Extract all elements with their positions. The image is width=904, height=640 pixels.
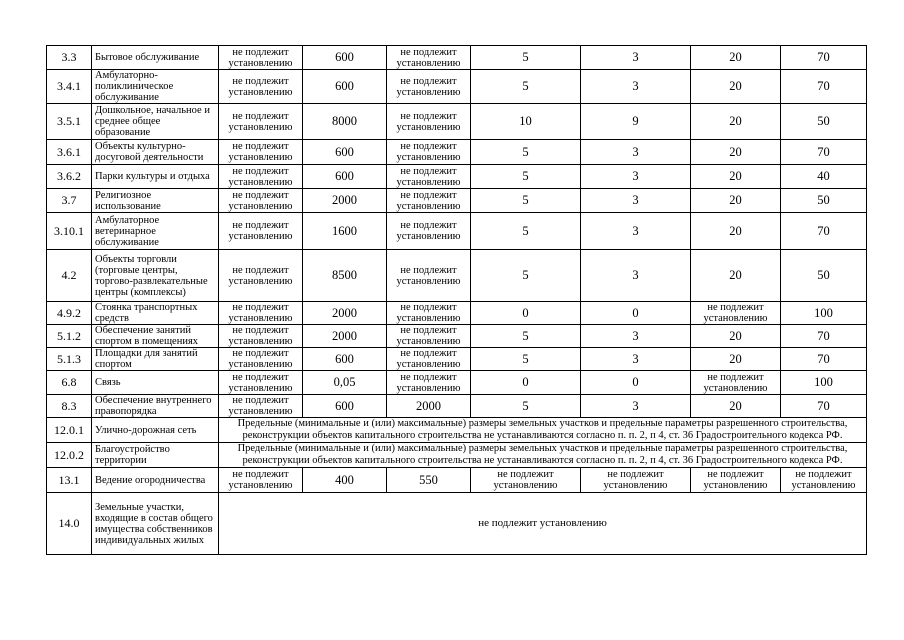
row-value-c4: 5 bbox=[471, 213, 581, 250]
row-value-c4: 10 bbox=[471, 104, 581, 140]
row-value-c1: не подлежит установлению bbox=[219, 468, 303, 493]
row-value-c3: не подлежит установлению bbox=[387, 189, 471, 213]
row-value-c7: 100 bbox=[781, 302, 867, 325]
row-name: Дошкольное, начальное и среднее общее образование bbox=[92, 104, 219, 140]
row-value-c7: 70 bbox=[781, 348, 867, 371]
row-value-c4: 5 bbox=[471, 395, 581, 418]
row-value-c4: не подлежит установлению bbox=[471, 468, 581, 493]
row-value-c7: 50 bbox=[781, 250, 867, 302]
row-value-c5: 0 bbox=[581, 302, 691, 325]
row-value-c6: 20 bbox=[691, 213, 781, 250]
row-value-c6: 20 bbox=[691, 140, 781, 165]
row-code: 3.3 bbox=[47, 46, 92, 70]
row-value-c3: не подлежит установлению bbox=[387, 371, 471, 395]
row-value-c4: 5 bbox=[471, 325, 581, 348]
row-value-c7: 70 bbox=[781, 70, 867, 104]
row-value-c5: 9 bbox=[581, 104, 691, 140]
row-code: 3.5.1 bbox=[47, 104, 92, 140]
row-value-c6: 20 bbox=[691, 46, 781, 70]
row-value-c1: не подлежит установлению bbox=[219, 46, 303, 70]
row-value-c7: 100 bbox=[781, 371, 867, 395]
row-name: Связь bbox=[92, 371, 219, 395]
row-value-c5: 3 bbox=[581, 395, 691, 418]
row-value-c6: 20 bbox=[691, 189, 781, 213]
row-value-c1: не подлежит установлению bbox=[219, 165, 303, 189]
row-value-c4: 5 bbox=[471, 140, 581, 165]
row-value-c3: 550 bbox=[387, 468, 471, 493]
table-row bbox=[47, 371, 867, 395]
row-value-c5: 3 bbox=[581, 70, 691, 104]
row-value-c2: 600 bbox=[303, 140, 387, 165]
table-row bbox=[47, 302, 867, 325]
row-code: 3.6.1 bbox=[47, 140, 92, 165]
row-value-c7: 50 bbox=[781, 104, 867, 140]
row-value-c7: 70 bbox=[781, 213, 867, 250]
table-row bbox=[47, 70, 867, 104]
row-value-c4: 0 bbox=[471, 302, 581, 325]
row-value-c6: 20 bbox=[691, 325, 781, 348]
row-value-c3: не подлежит установлению bbox=[387, 140, 471, 165]
table-row bbox=[47, 443, 867, 468]
row-code: 5.1.3 bbox=[47, 348, 92, 371]
row-value-c6: не подлежит установлению bbox=[691, 371, 781, 395]
row-value-c3: не подлежит установлению bbox=[387, 250, 471, 302]
row-value-c2: 2000 bbox=[303, 189, 387, 213]
row-value-c1: не подлежит установлению bbox=[219, 70, 303, 104]
row-value-c1: не подлежит установлению bbox=[219, 189, 303, 213]
row-value-c1: не подлежит установлению bbox=[219, 104, 303, 140]
row-value-c5: 3 bbox=[581, 140, 691, 165]
row-value-c2: 600 bbox=[303, 348, 387, 371]
row-name: Обеспечение занятий спортом в помещениях bbox=[92, 325, 219, 348]
row-code: 4.2 bbox=[47, 250, 92, 302]
row-merged-text: Предельные (минимальные и (или) максимальные) размеры земельных участков и предельные параметры разрешенного строительства, реконструкции объектов капитального строительства не устанавливаются согласно п. п. 2, п 4, ст. 36 Градостроительного кодекса РФ. bbox=[219, 443, 867, 468]
row-name: Парки культуры и отдыха bbox=[92, 165, 219, 189]
row-value-c6: 20 bbox=[691, 348, 781, 371]
row-name: Бытовое обслуживание bbox=[92, 46, 219, 70]
row-code: 3.4.1 bbox=[47, 70, 92, 104]
row-name: Стоянка транспортных средств bbox=[92, 302, 219, 325]
row-code: 4.9.2 bbox=[47, 302, 92, 325]
row-value-c5: 3 bbox=[581, 46, 691, 70]
row-code: 6.8 bbox=[47, 371, 92, 395]
row-value-c2: 8500 bbox=[303, 250, 387, 302]
row-value-c7: 70 bbox=[781, 395, 867, 418]
table-row bbox=[47, 493, 867, 555]
row-value-c6: 20 bbox=[691, 250, 781, 302]
row-value-c1: не подлежит установлению bbox=[219, 250, 303, 302]
row-code: 3.10.1 bbox=[47, 213, 92, 250]
table-row bbox=[47, 325, 867, 348]
row-value-c3: не подлежит установлению bbox=[387, 104, 471, 140]
row-value-c2: 1600 bbox=[303, 213, 387, 250]
row-value-c6: 20 bbox=[691, 165, 781, 189]
row-value-c2: 600 bbox=[303, 46, 387, 70]
row-value-c4: 5 bbox=[471, 189, 581, 213]
row-name: Площадки для занятий спортом bbox=[92, 348, 219, 371]
row-value-c7: 40 bbox=[781, 165, 867, 189]
row-value-c6: 20 bbox=[691, 70, 781, 104]
row-value-c7: не подлежит установлению bbox=[781, 468, 867, 493]
row-code: 14.0 bbox=[47, 493, 92, 555]
row-value-c7: 70 bbox=[781, 46, 867, 70]
row-value-c1: не подлежит установлению bbox=[219, 395, 303, 418]
table-row bbox=[47, 418, 867, 443]
row-value-c4: 5 bbox=[471, 46, 581, 70]
row-value-c5: не подлежит установлению bbox=[581, 468, 691, 493]
table-row bbox=[47, 213, 867, 250]
row-value-c5: 3 bbox=[581, 189, 691, 213]
row-code: 3.6.2 bbox=[47, 165, 92, 189]
row-value-c4: 5 bbox=[471, 70, 581, 104]
row-value-c2: 8000 bbox=[303, 104, 387, 140]
row-value-c6: 20 bbox=[691, 104, 781, 140]
row-value-c6: не подлежит установлению bbox=[691, 468, 781, 493]
row-code: 5.1.2 bbox=[47, 325, 92, 348]
row-value-c3: не подлежит установлению bbox=[387, 165, 471, 189]
row-value-c6: не подлежит установлению bbox=[691, 302, 781, 325]
row-value-c3: 2000 bbox=[387, 395, 471, 418]
table-row bbox=[47, 348, 867, 371]
row-value-c1: не подлежит установлению bbox=[219, 302, 303, 325]
row-value-c3: не подлежит установлению bbox=[387, 348, 471, 371]
row-code: 13.1 bbox=[47, 468, 92, 493]
row-value-c5: 0 bbox=[581, 371, 691, 395]
row-code: 12.0.2 bbox=[47, 443, 92, 468]
row-name: Земельные участки, входящие в состав общего имущества собственников индивидуальных жилых bbox=[92, 493, 219, 555]
row-value-c6: 20 bbox=[691, 395, 781, 418]
row-name: Амбулаторно-поликлиническое обслуживание bbox=[92, 70, 219, 104]
row-value-c3: не подлежит установлению bbox=[387, 46, 471, 70]
row-merged-text: Предельные (минимальные и (или) максимальные) размеры земельных участков и предельные параметры разрешенного строительства, реконструкции объектов капитального строительства не устанавливаются согласно п. п. 2, п 4, ст. 36 Градостроительного кодекса РФ. bbox=[219, 418, 867, 443]
row-value-c2: 600 bbox=[303, 70, 387, 104]
row-name: Благоустройство территории bbox=[92, 443, 219, 468]
row-value-c2: 400 bbox=[303, 468, 387, 493]
row-value-c1: не подлежит установлению bbox=[219, 213, 303, 250]
table-row bbox=[47, 395, 867, 418]
row-name: Объекты торговли (торговые центры, торгово-развлекательные центры (комплексы) bbox=[92, 250, 219, 302]
row-value-c5: 3 bbox=[581, 348, 691, 371]
row-name: Улично-дорожная сеть bbox=[92, 418, 219, 443]
row-value-c1: не подлежит установлению bbox=[219, 140, 303, 165]
row-value-c2: 0,05 bbox=[303, 371, 387, 395]
row-value-c4: 5 bbox=[471, 165, 581, 189]
row-name: Объекты культурно-досуговой деятельности bbox=[92, 140, 219, 165]
row-value-c5: 3 bbox=[581, 165, 691, 189]
row-name: Религиозное использование bbox=[92, 189, 219, 213]
row-value-c5: 3 bbox=[581, 325, 691, 348]
table-row bbox=[47, 189, 867, 213]
row-code: 8.3 bbox=[47, 395, 92, 418]
row-value-c4: 0 bbox=[471, 371, 581, 395]
row-value-c5: 3 bbox=[581, 213, 691, 250]
row-value-c3: не подлежит установлению bbox=[387, 70, 471, 104]
table-row bbox=[47, 165, 867, 189]
row-value-c7: 70 bbox=[781, 325, 867, 348]
table-row bbox=[47, 250, 867, 302]
row-name: Обеспечение внутреннего правопорядка bbox=[92, 395, 219, 418]
row-merged-text: не подлежит установлению bbox=[219, 493, 867, 555]
row-value-c1: не подлежит установлению bbox=[219, 325, 303, 348]
row-value-c7: 50 bbox=[781, 189, 867, 213]
row-name: Ведение огородничества bbox=[92, 468, 219, 493]
row-value-c4: 5 bbox=[471, 348, 581, 371]
row-value-c1: не подлежит установлению bbox=[219, 371, 303, 395]
row-code: 12.0.1 bbox=[47, 418, 92, 443]
table-row bbox=[47, 46, 867, 70]
table-body bbox=[47, 46, 867, 555]
table-row bbox=[47, 140, 867, 165]
row-value-c3: не подлежит установлению bbox=[387, 213, 471, 250]
row-value-c2: 2000 bbox=[303, 325, 387, 348]
row-value-c2: 600 bbox=[303, 165, 387, 189]
table-row bbox=[47, 468, 867, 493]
row-value-c5: 3 bbox=[581, 250, 691, 302]
row-value-c1: не подлежит установлению bbox=[219, 348, 303, 371]
row-value-c2: 2000 bbox=[303, 302, 387, 325]
row-value-c3: не подлежит установлению bbox=[387, 302, 471, 325]
land-use-parameters-table bbox=[46, 45, 867, 555]
row-value-c7: 70 bbox=[781, 140, 867, 165]
row-value-c4: 5 bbox=[471, 250, 581, 302]
row-value-c3: не подлежит установлению bbox=[387, 325, 471, 348]
row-value-c2: 600 bbox=[303, 395, 387, 418]
row-name: Амбулаторное ветеринарное обслуживание bbox=[92, 213, 219, 250]
row-code: 3.7 bbox=[47, 189, 92, 213]
table-row bbox=[47, 104, 867, 140]
